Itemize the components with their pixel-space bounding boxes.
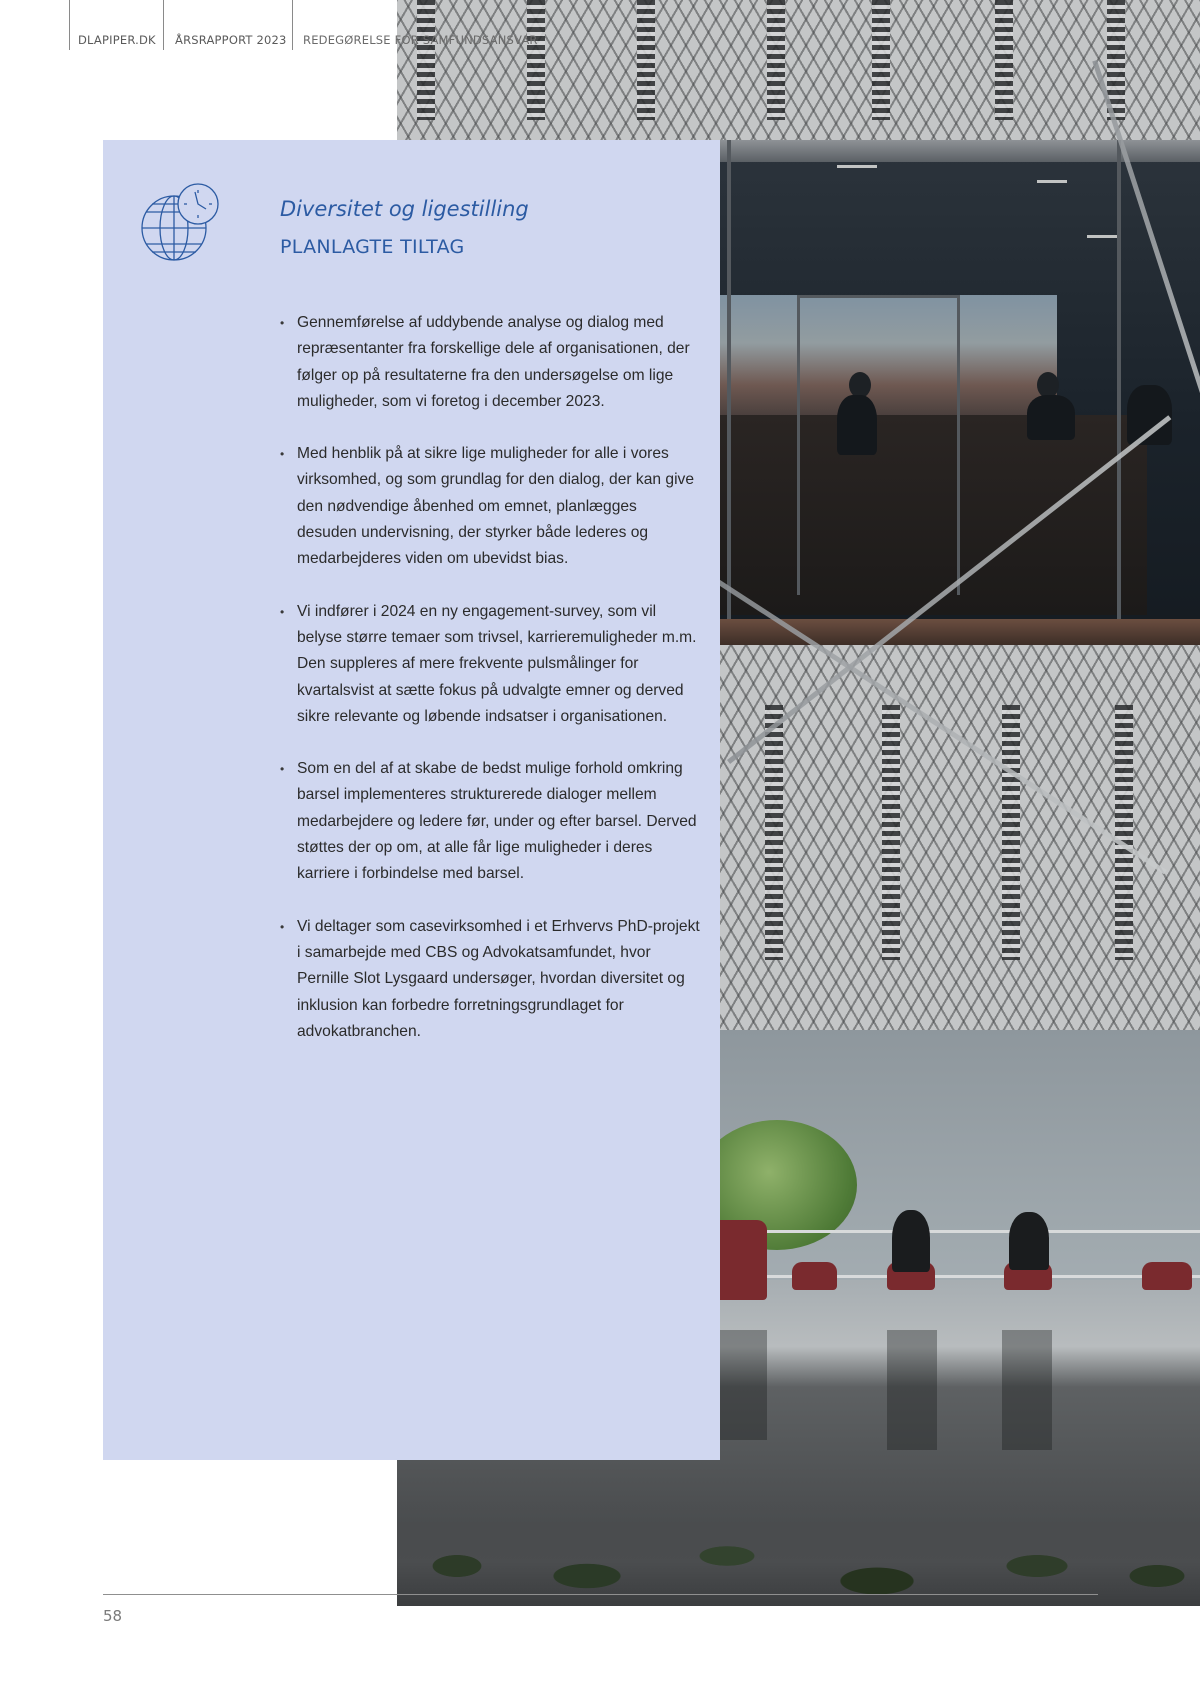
glass-frame (797, 295, 800, 595)
railing (697, 1275, 1200, 1278)
glass-frame (957, 295, 960, 595)
header-site-link[interactable]: DLAPIPER.DK (78, 33, 156, 47)
list-item: • Vi deltager som casevirksomhed i et Erhvervs PhD-projekt i samarbejde med CBS og Advokatsamfundet, hvor Pernille Slot Lysgaard undersøger, hvordan diversitet og inklusion kan forbedre forretningsgrundlaget for advokatbranchen. (280, 914, 700, 1045)
person-silhouette (837, 395, 877, 455)
header-divider (163, 0, 164, 50)
facade-slot (1115, 705, 1133, 960)
facade-slot (872, 0, 890, 120)
footer-divider (103, 1594, 1098, 1595)
section-title: PLANLAGTE TILTAG (280, 236, 465, 258)
initiatives-list (280, 310, 700, 1071)
glass-frame (727, 140, 731, 620)
header-divider (69, 0, 70, 50)
facade-slot (637, 0, 655, 120)
ceiling-lamp (1087, 235, 1117, 238)
person-silhouette (1009, 1212, 1049, 1270)
list-item: • Gennemførelse af uddybende analyse og dialog med repræsentanter fra forskellige dele af organisationen, der følger op på resultaterne fra den undersøgelse om lige muligheder, som vi foretog i december 2023. (280, 310, 700, 415)
list-item: • Som en del af at skabe de bedst mulige forhold omkring barsel implementeres strukturerede dialoger mellem medarbejdere og ledere før, under og efter barsel. Derved støttes der op om, at alle får lige muligheder i deres karriere i forbindelse med barsel. (280, 756, 700, 887)
list-item: • Vi indfører i 2024 en ny engagement-survey, som vil belyse større temaer som trivsel, karrieremuligheder m.m. Den suppleres af mere frekvente pulsmålinger for kvartalsvist at sætte fokus på udvalgte emner og derved sikre relevante og løbende indsatser i organisationen. (280, 599, 700, 730)
section-subtitle: Diversitet og ligestilling (280, 197, 529, 221)
facade-slot (882, 705, 900, 960)
page-number: 58 (103, 1607, 123, 1625)
ceiling-lamp (1037, 180, 1067, 183)
glass-frame (1117, 140, 1121, 620)
content-panel (103, 140, 720, 1460)
floor-reflection (1002, 1330, 1052, 1450)
glass-frame (797, 295, 957, 298)
list-item: • Med henblik på at sikre lige muligheder for alle i vores virksomhed, og som grundlag for den dialog, der kan give den nødvendige åbenhed om emnet, planlægges desuden undervisning, der styrker både lederes og medarbejderes viden om ubevidst bias. (280, 441, 700, 572)
facade-slot (995, 0, 1013, 120)
person-silhouette (1027, 395, 1075, 440)
ceiling-lamp (837, 165, 877, 168)
floor-reflection (887, 1330, 937, 1450)
mesh-facade-top (397, 0, 1200, 145)
railing (697, 1230, 1200, 1233)
globe-clock-icon (140, 182, 220, 262)
facade-slot (417, 0, 435, 120)
lounge-chair (1142, 1262, 1192, 1290)
lounge-chair (792, 1262, 837, 1290)
facade-slot (767, 0, 785, 120)
header-divider (292, 0, 293, 50)
person-silhouette (892, 1210, 930, 1272)
facade-slot (765, 705, 783, 960)
header-section-label: REDEGØRELSE FOR SAMFUNDSANSVAR (303, 33, 538, 47)
facade-slot (1002, 705, 1020, 960)
header-report-label: ÅRSRAPPORT 2023 (175, 33, 287, 47)
foreground-plants (397, 1496, 1200, 1606)
facade-slot (527, 0, 545, 120)
